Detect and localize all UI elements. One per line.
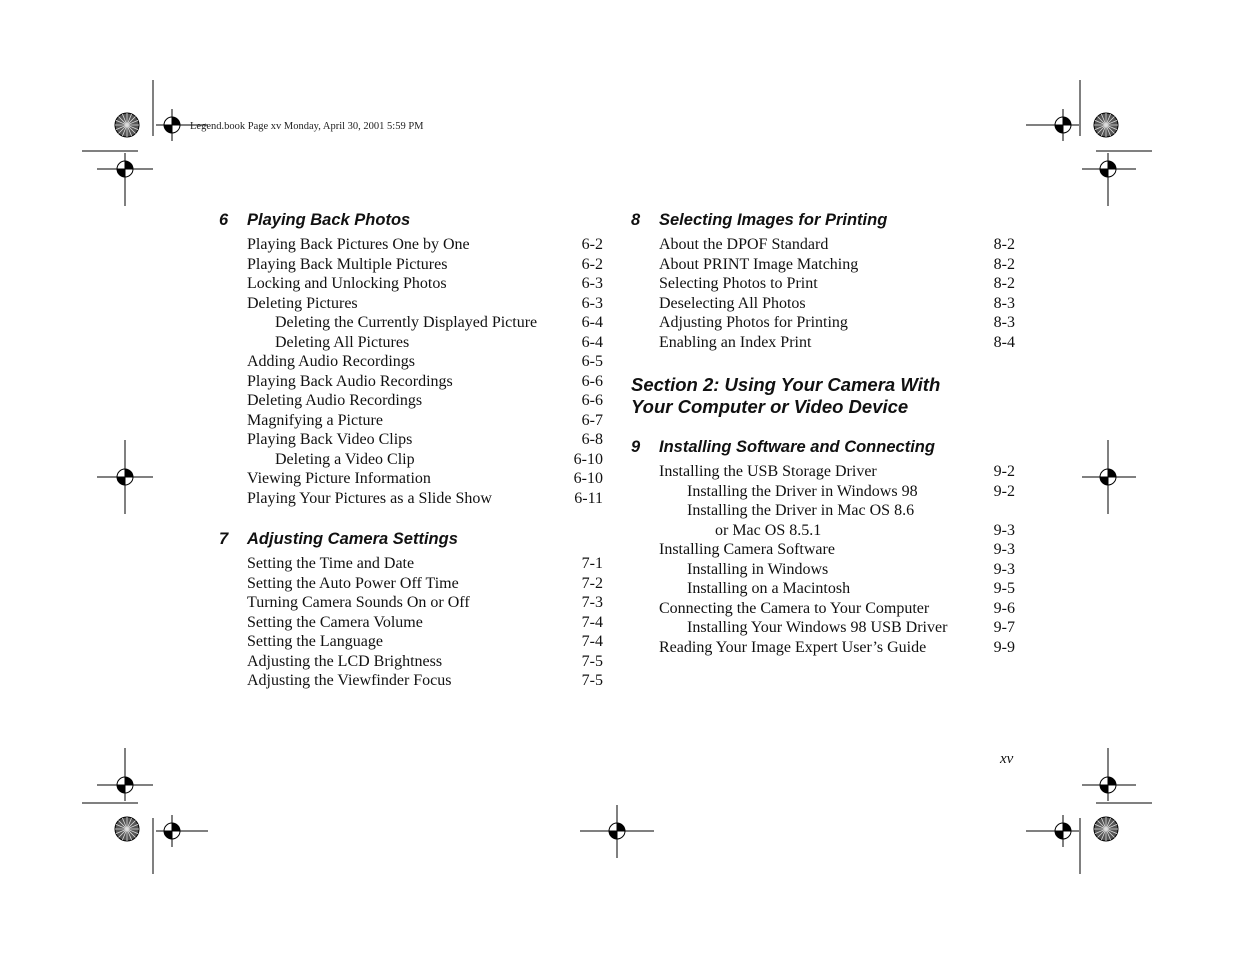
toc-entry[interactable] bbox=[631, 235, 1015, 255]
chapter-title: Playing Back Photos bbox=[247, 211, 411, 229]
toc-entry[interactable] bbox=[631, 540, 1015, 560]
chapter-heading bbox=[631, 209, 1015, 235]
toc-entry-page: 7-3 bbox=[581, 594, 603, 611]
chapter-7 bbox=[219, 528, 603, 691]
chapter-title: Adjusting Camera Settings bbox=[247, 530, 458, 548]
toc-entry-page: 9-3 bbox=[993, 541, 1015, 558]
toc-entry-page: 9-9 bbox=[993, 638, 1015, 656]
toc-entry-title: Playing Your Pictures as a Slide Show bbox=[247, 489, 492, 507]
toc-entry-title: Playing Back Video Clips bbox=[247, 431, 413, 448]
toc-entry[interactable] bbox=[219, 574, 603, 594]
toc-entry[interactable] bbox=[219, 652, 603, 672]
toc-entry[interactable] bbox=[631, 560, 1015, 580]
toc-entry[interactable] bbox=[631, 618, 1015, 638]
toc-entry-title: Setting the Language bbox=[247, 633, 383, 650]
toc-entry-title: Enabling an Index Print bbox=[659, 333, 812, 351]
toc-entry[interactable] bbox=[219, 430, 603, 450]
toc-entry-page: 6-3 bbox=[581, 294, 603, 312]
toc-entry-title: Deleting a Video Clip bbox=[275, 450, 415, 468]
toc-entry-page: 6-6 bbox=[581, 392, 603, 409]
chapter-8 bbox=[631, 209, 1015, 352]
toc-entry-title: Setting the Auto Power Off Time bbox=[247, 574, 459, 592]
toc-entry-page: 7-4 bbox=[581, 613, 603, 631]
toc-entry[interactable] bbox=[631, 579, 1015, 599]
chapter-number: 6 bbox=[219, 211, 229, 229]
toc-entry-title: Deleting Audio Recordings bbox=[247, 392, 423, 409]
toc-entry-page: 6-11 bbox=[574, 489, 603, 507]
chapter-9 bbox=[631, 436, 1015, 657]
toc-entry-page: 6-7 bbox=[581, 411, 603, 429]
chapter-number: 7 bbox=[219, 530, 229, 548]
toc-entry-title: Locking and Unlocking Photos bbox=[247, 275, 447, 292]
toc-entry[interactable] bbox=[219, 554, 603, 574]
toc-entry-page: 7-1 bbox=[581, 555, 603, 572]
chapter-heading bbox=[219, 528, 603, 554]
toc-entry[interactable] bbox=[631, 482, 1015, 502]
chapter-heading bbox=[219, 209, 603, 235]
toc-entry-title: Adjusting Photos for Printing bbox=[659, 314, 848, 331]
toc-entry[interactable] bbox=[219, 613, 603, 633]
toc-entry-list bbox=[631, 235, 1015, 352]
toc-entry[interactable] bbox=[631, 599, 1015, 619]
toc-entry-page: 8-2 bbox=[993, 255, 1015, 273]
toc-entry-page: 9-6 bbox=[993, 599, 1015, 617]
header-slug: Legend.book Page xv Monday, April 30, 2001 5:59 PM bbox=[190, 121, 424, 132]
toc-entry-title: Viewing Picture Information bbox=[247, 470, 431, 487]
toc-entry-title: Turning Camera Sounds On or Off bbox=[247, 594, 470, 611]
toc-entry[interactable] bbox=[219, 372, 603, 392]
toc-entry-page: 6-8 bbox=[581, 431, 603, 448]
toc-entry-page: 6-10 bbox=[573, 470, 603, 487]
toc-entry-page: 9-2 bbox=[993, 463, 1015, 480]
toc-entry-page: 9-7 bbox=[993, 619, 1015, 636]
toc-entry-title: Magnifying a Picture bbox=[247, 411, 383, 429]
toc-entry-title: Installing in Windows bbox=[687, 560, 829, 578]
toc-entry-page: 6-5 bbox=[581, 353, 603, 370]
toc-entry-title: Adding Audio Recordings bbox=[247, 353, 415, 370]
toc-entry-title: Installing the Driver in Windows 98 bbox=[687, 482, 918, 500]
toc-entry-title: Installing on a Macintosh bbox=[687, 580, 851, 597]
page-number: xv bbox=[1000, 751, 1014, 767]
toc-entry[interactable] bbox=[219, 632, 603, 652]
toc-entry-title: Deleting All Pictures bbox=[275, 333, 410, 351]
toc-entry-page: 9-5 bbox=[993, 580, 1015, 597]
toc-entry-page: 9-2 bbox=[993, 482, 1015, 500]
toc-entry[interactable] bbox=[219, 235, 603, 255]
toc-entry-list bbox=[631, 462, 1015, 657]
toc-entry[interactable] bbox=[219, 333, 603, 353]
toc-entry-title: About the DPOF Standard bbox=[659, 236, 829, 253]
toc-entry-page: 7-2 bbox=[581, 574, 603, 592]
toc-entry[interactable] bbox=[631, 501, 1015, 521]
toc-entry[interactable] bbox=[631, 274, 1015, 294]
toc-entry[interactable] bbox=[219, 255, 603, 275]
chapter-6 bbox=[219, 209, 603, 508]
toc-entry[interactable] bbox=[631, 294, 1015, 314]
chapter-title: Selecting Images for Printing bbox=[659, 211, 888, 229]
toc-entry-page: 7-5 bbox=[581, 652, 603, 670]
section-heading-line: Your Computer or Video Device bbox=[631, 396, 909, 417]
toc-entry[interactable] bbox=[631, 638, 1015, 658]
toc-entry-title: Deselecting All Photos bbox=[659, 294, 806, 312]
chapter-number: 9 bbox=[631, 438, 641, 456]
toc-entry[interactable] bbox=[631, 462, 1015, 482]
toc-entry-page: 8-4 bbox=[993, 333, 1015, 351]
chapter-title: Installing Software and Connecting bbox=[659, 438, 935, 456]
chapter-number: 8 bbox=[631, 211, 641, 229]
toc-entry-title: Deleting Pictures bbox=[247, 294, 358, 312]
toc-entry[interactable] bbox=[631, 333, 1015, 353]
toc-entry-title: Installing the USB Storage Driver bbox=[659, 463, 877, 480]
toc-entry-title: Deleting the Currently Displayed Picture bbox=[275, 314, 538, 331]
toc-entry[interactable] bbox=[219, 469, 603, 489]
toc-entry-page: 6-4 bbox=[581, 333, 603, 351]
toc-entry-page: 6-6 bbox=[581, 372, 603, 390]
toc-entry-list bbox=[219, 235, 603, 508]
toc-entry-title: Connecting the Camera to Your Computer bbox=[659, 599, 930, 617]
toc-entry-page: 7-4 bbox=[581, 633, 603, 650]
toc-entry[interactable] bbox=[219, 391, 603, 411]
toc-entry[interactable] bbox=[631, 313, 1015, 333]
toc-entry-title: Adjusting the LCD Brightness bbox=[247, 652, 443, 670]
toc-entry[interactable] bbox=[219, 489, 603, 509]
toc-entry-title: Adjusting the Viewfinder Focus bbox=[247, 672, 452, 689]
toc-entry-title: Setting the Time and Date bbox=[247, 555, 415, 572]
toc-entry-title: Installing Camera Software bbox=[659, 541, 835, 558]
toc-entry-title: Playing Back Multiple Pictures bbox=[247, 255, 448, 273]
toc-entry-title: Selecting Photos to Print bbox=[659, 275, 818, 292]
toc-entry-title: Reading Your Image Expert User’s Guide bbox=[659, 638, 927, 656]
toc-left-column bbox=[219, 209, 603, 691]
toc-entry-page: 7-5 bbox=[581, 672, 603, 689]
toc-entry-page: 9-3 bbox=[993, 560, 1015, 578]
toc-entry-page: 6-2 bbox=[581, 255, 603, 273]
toc-entry[interactable] bbox=[219, 352, 603, 372]
toc-entry[interactable] bbox=[219, 411, 603, 431]
toc-entry-title: Setting the Camera Volume bbox=[247, 613, 423, 631]
toc-entry-page: 6-4 bbox=[581, 314, 603, 331]
toc-entry[interactable] bbox=[219, 294, 603, 314]
toc-entry-page: 6-2 bbox=[581, 236, 603, 253]
toc-entry-title: Installing the Driver in Mac OS 8.6 bbox=[687, 502, 915, 519]
toc-entry[interactable] bbox=[631, 521, 1015, 541]
toc-entry-page: 8-2 bbox=[993, 236, 1015, 253]
toc-entry[interactable] bbox=[219, 274, 603, 294]
toc-entry[interactable] bbox=[219, 450, 603, 470]
toc-right-column bbox=[631, 209, 1015, 657]
toc-entry-title: About PRINT Image Matching bbox=[659, 255, 859, 273]
toc-entry-title: or Mac OS 8.5.1 bbox=[715, 521, 822, 539]
toc-entry-page: 8-3 bbox=[993, 294, 1015, 312]
section-heading bbox=[631, 374, 1015, 418]
toc-entry-page: 6-10 bbox=[573, 450, 603, 468]
toc-entry-page: 8-2 bbox=[993, 275, 1015, 292]
toc-entry[interactable] bbox=[219, 671, 603, 691]
toc-entry[interactable] bbox=[219, 313, 603, 333]
toc-entry-list bbox=[219, 554, 603, 691]
toc-entry-page: 6-3 bbox=[581, 275, 603, 292]
chapter-heading bbox=[631, 436, 1015, 462]
toc-entry-page: 8-3 bbox=[993, 314, 1015, 331]
toc-entry-title: Playing Back Audio Recordings bbox=[247, 372, 453, 390]
toc-entry-page: 9-3 bbox=[993, 521, 1015, 539]
toc-entry[interactable] bbox=[631, 255, 1015, 275]
toc-entry[interactable] bbox=[219, 593, 603, 613]
section-heading-line: Section 2: Using Your Camera With bbox=[631, 374, 941, 395]
toc-entry-title: Playing Back Pictures One by One bbox=[247, 236, 470, 253]
toc-entry-title: Installing Your Windows 98 USB Driver bbox=[687, 619, 948, 636]
